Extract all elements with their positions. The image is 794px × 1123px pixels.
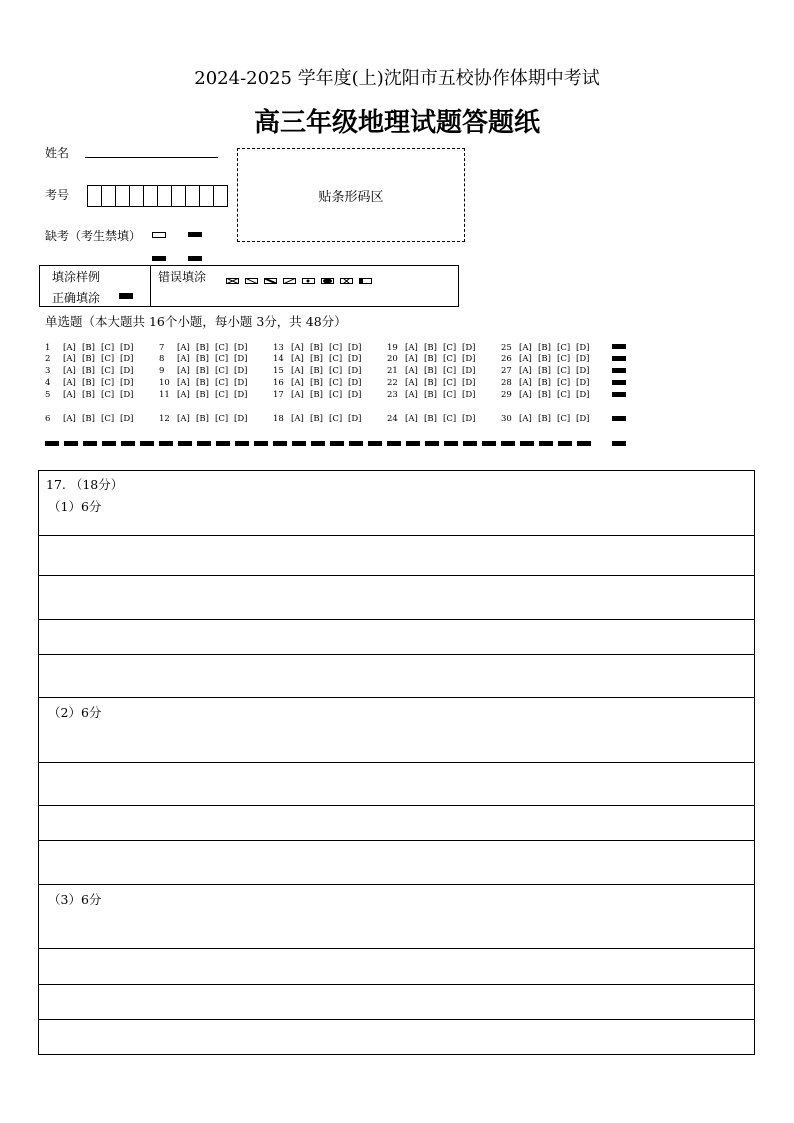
answer-bubble[interactable]: [C] xyxy=(557,378,571,388)
question-row xyxy=(501,354,595,364)
answer-bubble[interactable]: [B] xyxy=(82,354,95,364)
question-number: 7 xyxy=(159,343,165,353)
timing-mark xyxy=(539,441,553,446)
answer-bubble[interactable]: [B] xyxy=(538,343,551,353)
answer-bubble[interactable]: [D] xyxy=(120,378,134,388)
answer-bubble[interactable]: [D] xyxy=(234,343,248,353)
answer-bubble[interactable]: [D] xyxy=(462,354,476,364)
answer-line xyxy=(38,984,755,985)
answer-line xyxy=(38,884,755,885)
answer-bubble[interactable]: [D] xyxy=(348,343,362,353)
question-number: 23 xyxy=(387,390,398,400)
exam-digit-box[interactable] xyxy=(200,186,214,206)
answer-bubble[interactable]: [D] xyxy=(348,354,362,364)
answer-bubble[interactable]: [B] xyxy=(424,378,437,388)
answer-bubble[interactable]: [C] xyxy=(101,414,115,424)
timing-mark xyxy=(501,441,515,446)
answer-line xyxy=(38,840,755,841)
wrong-fill-label: 错误填涂 xyxy=(158,270,207,284)
exam-number-label: 考号 xyxy=(45,188,70,202)
question-row xyxy=(159,366,253,376)
answer-bubble[interactable]: [B] xyxy=(538,390,551,400)
timing-mark xyxy=(463,441,477,446)
answer-line xyxy=(38,948,755,949)
timing-mark xyxy=(612,344,626,349)
part-2-label: （2）6分 xyxy=(48,705,102,720)
timing-mark xyxy=(83,441,97,446)
answer-bubble[interactable]: [D] xyxy=(576,366,590,376)
question-number: 20 xyxy=(387,354,398,364)
question-number: 3 xyxy=(45,366,51,376)
absent-label: 缺考（考生禁填） xyxy=(45,229,142,243)
answer-bubble[interactable]: [D] xyxy=(576,378,590,388)
answer-bubble[interactable]: [C] xyxy=(329,414,343,424)
answer-bubble[interactable]: [A] xyxy=(63,343,76,353)
timing-mark xyxy=(520,441,534,446)
exam-digit-box[interactable] xyxy=(186,186,200,206)
answer-bubble[interactable]: [D] xyxy=(234,366,248,376)
answer-bubble[interactable]: [D] xyxy=(576,354,590,364)
answer-bubble[interactable]: [C] xyxy=(557,390,571,400)
question-number: 30 xyxy=(501,414,512,424)
answer-bubble[interactable]: [A] xyxy=(519,354,532,364)
question-number: 15 xyxy=(273,366,284,376)
answer-bubble[interactable]: [D] xyxy=(234,378,248,388)
question-row xyxy=(45,390,139,400)
exam-number-boxes[interactable] xyxy=(87,185,228,207)
timing-mark xyxy=(482,441,496,446)
question-row xyxy=(159,354,253,364)
answer-bubble[interactable]: [A] xyxy=(519,343,532,353)
answer-bubble[interactable]: [A] xyxy=(519,414,532,424)
answer-bubble[interactable]: [B] xyxy=(538,378,551,388)
answer-bubble[interactable]: [A] xyxy=(405,354,418,364)
exam-digit-box[interactable] xyxy=(214,186,227,206)
answer-line xyxy=(38,535,755,536)
question-number: 21 xyxy=(387,366,398,376)
answer-bubble[interactable]: [A] xyxy=(291,390,304,400)
question-row xyxy=(45,414,139,424)
answer-bubble[interactable]: [A] xyxy=(177,390,190,400)
answer-bubble[interactable]: [C] xyxy=(329,366,343,376)
answer-line xyxy=(38,762,755,763)
question-row xyxy=(387,343,481,353)
question-number: 14 xyxy=(273,354,284,364)
answer-line xyxy=(38,1019,755,1020)
answer-bubble[interactable]: [B] xyxy=(82,378,95,388)
answer-bubble[interactable]: [B] xyxy=(538,366,551,376)
answer-bubble[interactable]: [A] xyxy=(405,414,418,424)
timing-mark xyxy=(612,356,626,361)
answer-line xyxy=(38,619,755,620)
answer-bubble[interactable]: [D] xyxy=(348,414,362,424)
answer-bubble[interactable]: [A] xyxy=(519,366,532,376)
answer-bubble[interactable]: [C] xyxy=(101,366,115,376)
answer-bubble[interactable]: [C] xyxy=(443,378,457,388)
answer-bubble[interactable]: [C] xyxy=(101,354,115,364)
question-row xyxy=(159,390,253,400)
question-row xyxy=(387,366,481,376)
question-row xyxy=(45,343,139,353)
answer-bubble[interactable]: [B] xyxy=(196,354,209,364)
timing-mark xyxy=(444,441,458,446)
answer-bubble[interactable]: [B] xyxy=(424,343,437,353)
question-number: 13 xyxy=(273,343,284,353)
question-row xyxy=(387,414,481,424)
question-row xyxy=(501,378,595,388)
answer-bubble[interactable]: [C] xyxy=(329,390,343,400)
timing-mark xyxy=(612,441,626,446)
question-row xyxy=(159,378,253,388)
answer-bubble[interactable]: [B] xyxy=(82,366,95,376)
answer-bubble[interactable]: [A] xyxy=(63,366,76,376)
exam-digit-box[interactable] xyxy=(158,186,172,206)
question-number: 17 xyxy=(273,390,284,400)
answer-bubble[interactable]: [A] xyxy=(291,354,304,364)
answer-bubble[interactable]: [A] xyxy=(63,390,76,400)
timing-mark xyxy=(197,441,211,446)
answer-bubble[interactable]: [A] xyxy=(177,343,190,353)
question-row xyxy=(273,390,367,400)
divider xyxy=(150,265,151,307)
correct-fill-label: 正确填涂 xyxy=(52,291,101,305)
wrong-fill-half-icon xyxy=(359,278,372,284)
answer-bubble[interactable]: [B] xyxy=(538,414,551,424)
answer-bubble[interactable]: [B] xyxy=(310,390,323,400)
answer-bubble[interactable]: [B] xyxy=(310,414,323,424)
wrong-fill-line-icon xyxy=(283,278,296,284)
timing-mark xyxy=(45,441,59,446)
timing-mark xyxy=(152,256,166,261)
question-number: 2 xyxy=(45,354,51,364)
answer-bubble[interactable]: [C] xyxy=(557,354,571,364)
answer-bubble[interactable]: [C] xyxy=(557,366,571,376)
answer-bubble[interactable]: [D] xyxy=(348,390,362,400)
answer-bubble[interactable]: [C] xyxy=(443,414,457,424)
fill-sample-label: 填涂样例 xyxy=(52,270,101,284)
timing-mark xyxy=(235,441,249,446)
question-number: 8 xyxy=(159,354,165,364)
answer-bubble[interactable]: [D] xyxy=(234,414,248,424)
wrong-fill-samples xyxy=(226,270,378,289)
answer-bubble[interactable]: [C] xyxy=(215,414,229,424)
question-row xyxy=(501,343,595,353)
answer-bubble[interactable]: [B] xyxy=(424,354,437,364)
answer-bubble[interactable]: [D] xyxy=(462,414,476,424)
answer-bubble[interactable]: [D] xyxy=(576,390,590,400)
answer-bubble[interactable]: [B] xyxy=(424,366,437,376)
answer-bubble[interactable]: [C] xyxy=(101,343,115,353)
answer-bubble[interactable]: [C] xyxy=(443,343,457,353)
answer-line xyxy=(38,697,755,698)
barcode-area xyxy=(237,148,465,242)
answer-bubble[interactable]: [C] xyxy=(557,414,571,424)
answer-bubble[interactable]: [A] xyxy=(519,390,532,400)
question-number: 16 xyxy=(273,378,284,388)
timing-mark xyxy=(140,441,154,446)
answer-bubble[interactable]: [A] xyxy=(519,378,532,388)
answer-bubble[interactable]: [C] xyxy=(215,390,229,400)
timing-mark xyxy=(178,441,192,446)
answer-bubble[interactable]: [A] xyxy=(177,414,190,424)
answer-bubble[interactable]: [A] xyxy=(177,366,190,376)
answer-bubble[interactable]: [B] xyxy=(82,343,95,353)
answer-bubble[interactable]: [A] xyxy=(291,414,304,424)
answer-bubble[interactable]: [D] xyxy=(120,366,134,376)
question-number: 10 xyxy=(159,378,170,388)
question-number: 6 xyxy=(45,414,51,424)
answer-bubble[interactable]: [C] xyxy=(443,354,457,364)
question-row xyxy=(501,414,595,424)
answer-bubble[interactable]: [A] xyxy=(405,343,418,353)
exam-digit-box[interactable] xyxy=(144,186,158,206)
answer-bubble[interactable]: [B] xyxy=(310,378,323,388)
timing-mark xyxy=(612,392,626,397)
question-row xyxy=(387,390,481,400)
answer-bubble[interactable]: [C] xyxy=(215,366,229,376)
question-number: 4 xyxy=(45,378,51,388)
exam-digit-box[interactable] xyxy=(172,186,186,206)
question-number: 1 xyxy=(45,343,51,353)
section-title: 单选题（本大题共 16个小题，每小题 3分，共 48分） xyxy=(45,314,347,329)
answer-bubble[interactable]: [A] xyxy=(63,378,76,388)
question-number: 22 xyxy=(387,378,398,388)
answer-bubble[interactable]: [B] xyxy=(424,414,437,424)
timing-mark xyxy=(425,441,439,446)
timing-mark xyxy=(273,441,287,446)
answer-bubble[interactable]: [A] xyxy=(291,378,304,388)
question-number: 25 xyxy=(501,343,512,353)
timing-mark xyxy=(558,441,572,446)
answer-bubble[interactable]: [C] xyxy=(101,378,115,388)
exam-digit-box[interactable] xyxy=(116,186,130,206)
answer-bubble[interactable]: [D] xyxy=(462,366,476,376)
timing-mark xyxy=(612,416,626,421)
question-row xyxy=(387,354,481,364)
answer-bubble[interactable]: [D] xyxy=(462,378,476,388)
wrong-fill-backslash-icon xyxy=(264,278,277,284)
wrong-fill-slash-icon xyxy=(245,278,258,284)
question-row xyxy=(501,366,595,376)
answer-bubble[interactable]: [D] xyxy=(234,390,248,400)
question-number: 11 xyxy=(159,390,170,400)
correct-fill-icon xyxy=(119,293,133,299)
question-row xyxy=(159,343,253,353)
question-row xyxy=(273,366,367,376)
question-number: 18 xyxy=(273,414,284,424)
timing-mark xyxy=(188,256,202,261)
answer-bubble[interactable]: [B] xyxy=(310,366,323,376)
exam-digit-box[interactable] xyxy=(88,186,102,206)
timing-mark xyxy=(188,232,202,237)
answer-bubble[interactable]: [B] xyxy=(196,366,209,376)
answer-bubble[interactable]: [B] xyxy=(196,378,209,388)
timing-mark xyxy=(292,441,306,446)
question-number: 5 xyxy=(45,390,51,400)
timing-mark xyxy=(102,441,116,446)
answer-bubble[interactable]: [D] xyxy=(348,378,362,388)
absent-checkbox[interactable] xyxy=(152,232,166,238)
answer-bubble[interactable]: [A] xyxy=(177,354,190,364)
timing-mark xyxy=(216,441,230,446)
question-title: 17. （18分） xyxy=(46,477,124,492)
answer-bubble[interactable]: [B] xyxy=(196,390,209,400)
question-row xyxy=(273,343,367,353)
exam-digit-box[interactable] xyxy=(102,186,116,206)
answer-bubble[interactable]: [A] xyxy=(405,366,418,376)
timing-mark xyxy=(254,441,268,446)
question-number: 12 xyxy=(159,414,170,424)
answer-bubble[interactable]: [D] xyxy=(120,414,134,424)
answer-bubble[interactable]: [D] xyxy=(120,390,134,400)
timing-mark xyxy=(577,441,591,446)
answer-bubble[interactable]: [A] xyxy=(405,390,418,400)
timing-mark xyxy=(159,441,173,446)
question-row xyxy=(387,378,481,388)
timing-mark xyxy=(612,380,626,385)
timing-mark xyxy=(311,441,325,446)
timing-mark xyxy=(612,368,626,373)
name-field[interactable] xyxy=(85,157,218,158)
answer-bubble[interactable]: [A] xyxy=(405,378,418,388)
exam-title: 2024-2025 学年度(上)沈阳市五校协作体期中考试 xyxy=(194,68,600,89)
answer-line xyxy=(38,654,755,655)
timing-mark xyxy=(368,441,382,446)
answer-line xyxy=(38,805,755,806)
answer-bubble[interactable]: [B] xyxy=(424,390,437,400)
wrong-fill-cross-icon xyxy=(226,278,239,284)
name-label: 姓名 xyxy=(45,146,70,160)
answer-bubble[interactable]: [C] xyxy=(101,390,115,400)
question-row xyxy=(45,378,139,388)
answer-bubble[interactable]: [C] xyxy=(557,343,571,353)
question-number: 19 xyxy=(387,343,398,353)
answer-bubble[interactable]: [D] xyxy=(120,354,134,364)
answer-bubble[interactable]: [C] xyxy=(215,378,229,388)
answer-bubble[interactable]: [C] xyxy=(443,366,457,376)
answer-bubble[interactable]: [C] xyxy=(443,390,457,400)
question-row xyxy=(273,378,367,388)
timing-mark xyxy=(330,441,344,446)
answer-bubble[interactable]: [D] xyxy=(348,366,362,376)
question-number: 27 xyxy=(501,366,512,376)
question-number: 9 xyxy=(159,366,165,376)
question-number: 29 xyxy=(501,390,512,400)
question-row xyxy=(501,390,595,400)
answer-bubble[interactable]: [D] xyxy=(462,390,476,400)
question-number: 28 xyxy=(501,378,512,388)
answer-bubble[interactable]: [D] xyxy=(234,354,248,364)
timing-mark xyxy=(64,441,78,446)
timing-mark xyxy=(387,441,401,446)
exam-digit-box[interactable] xyxy=(130,186,144,206)
answer-bubble[interactable]: [B] xyxy=(196,414,209,424)
question-number: 24 xyxy=(387,414,398,424)
answer-bubble[interactable]: [A] xyxy=(291,366,304,376)
timing-mark xyxy=(121,441,135,446)
part-3-label: （3）6分 xyxy=(48,892,102,907)
question-row xyxy=(273,414,367,424)
question-row xyxy=(273,354,367,364)
answer-bubble[interactable]: [D] xyxy=(462,343,476,353)
wrong-fill-dot-icon xyxy=(302,278,315,284)
question-row xyxy=(45,354,139,364)
answer-bubble[interactable]: [B] xyxy=(538,354,551,364)
answer-bubble[interactable]: [C] xyxy=(329,354,343,364)
answer-bubble[interactable]: [D] xyxy=(576,343,590,353)
answer-bubble[interactable]: [C] xyxy=(329,343,343,353)
wrong-fill-partial-icon xyxy=(321,278,334,284)
barcode-label: 贴条形码区 xyxy=(318,189,384,205)
part-1-label: （1）6分 xyxy=(48,499,102,514)
timing-mark xyxy=(349,441,363,446)
answer-bubble[interactable]: [D] xyxy=(576,414,590,424)
question-row xyxy=(45,366,139,376)
wrong-fill-x-icon xyxy=(340,278,353,284)
answer-line xyxy=(38,575,755,576)
answer-bubble[interactable]: [A] xyxy=(63,354,76,364)
answer-bubble[interactable]: [B] xyxy=(82,414,95,424)
answer-bubble[interactable]: [C] xyxy=(215,354,229,364)
answer-bubble[interactable]: [D] xyxy=(120,343,134,353)
answer-bubble[interactable]: [B] xyxy=(196,343,209,353)
question-number: 26 xyxy=(501,354,512,364)
answer-bubble[interactable]: [A] xyxy=(177,378,190,388)
answer-sheet-title: 高三年级地理试题答题纸 xyxy=(253,108,540,138)
answer-bubble[interactable]: [A] xyxy=(63,414,76,424)
answer-bubble[interactable]: [B] xyxy=(310,343,323,353)
answer-bubble[interactable]: [B] xyxy=(310,354,323,364)
answer-bubble[interactable]: [A] xyxy=(291,343,304,353)
timing-mark xyxy=(406,441,420,446)
answer-bubble[interactable]: [C] xyxy=(215,343,229,353)
answer-bubble[interactable]: [C] xyxy=(329,378,343,388)
question-row xyxy=(159,414,253,424)
answer-bubble[interactable]: [B] xyxy=(82,390,95,400)
